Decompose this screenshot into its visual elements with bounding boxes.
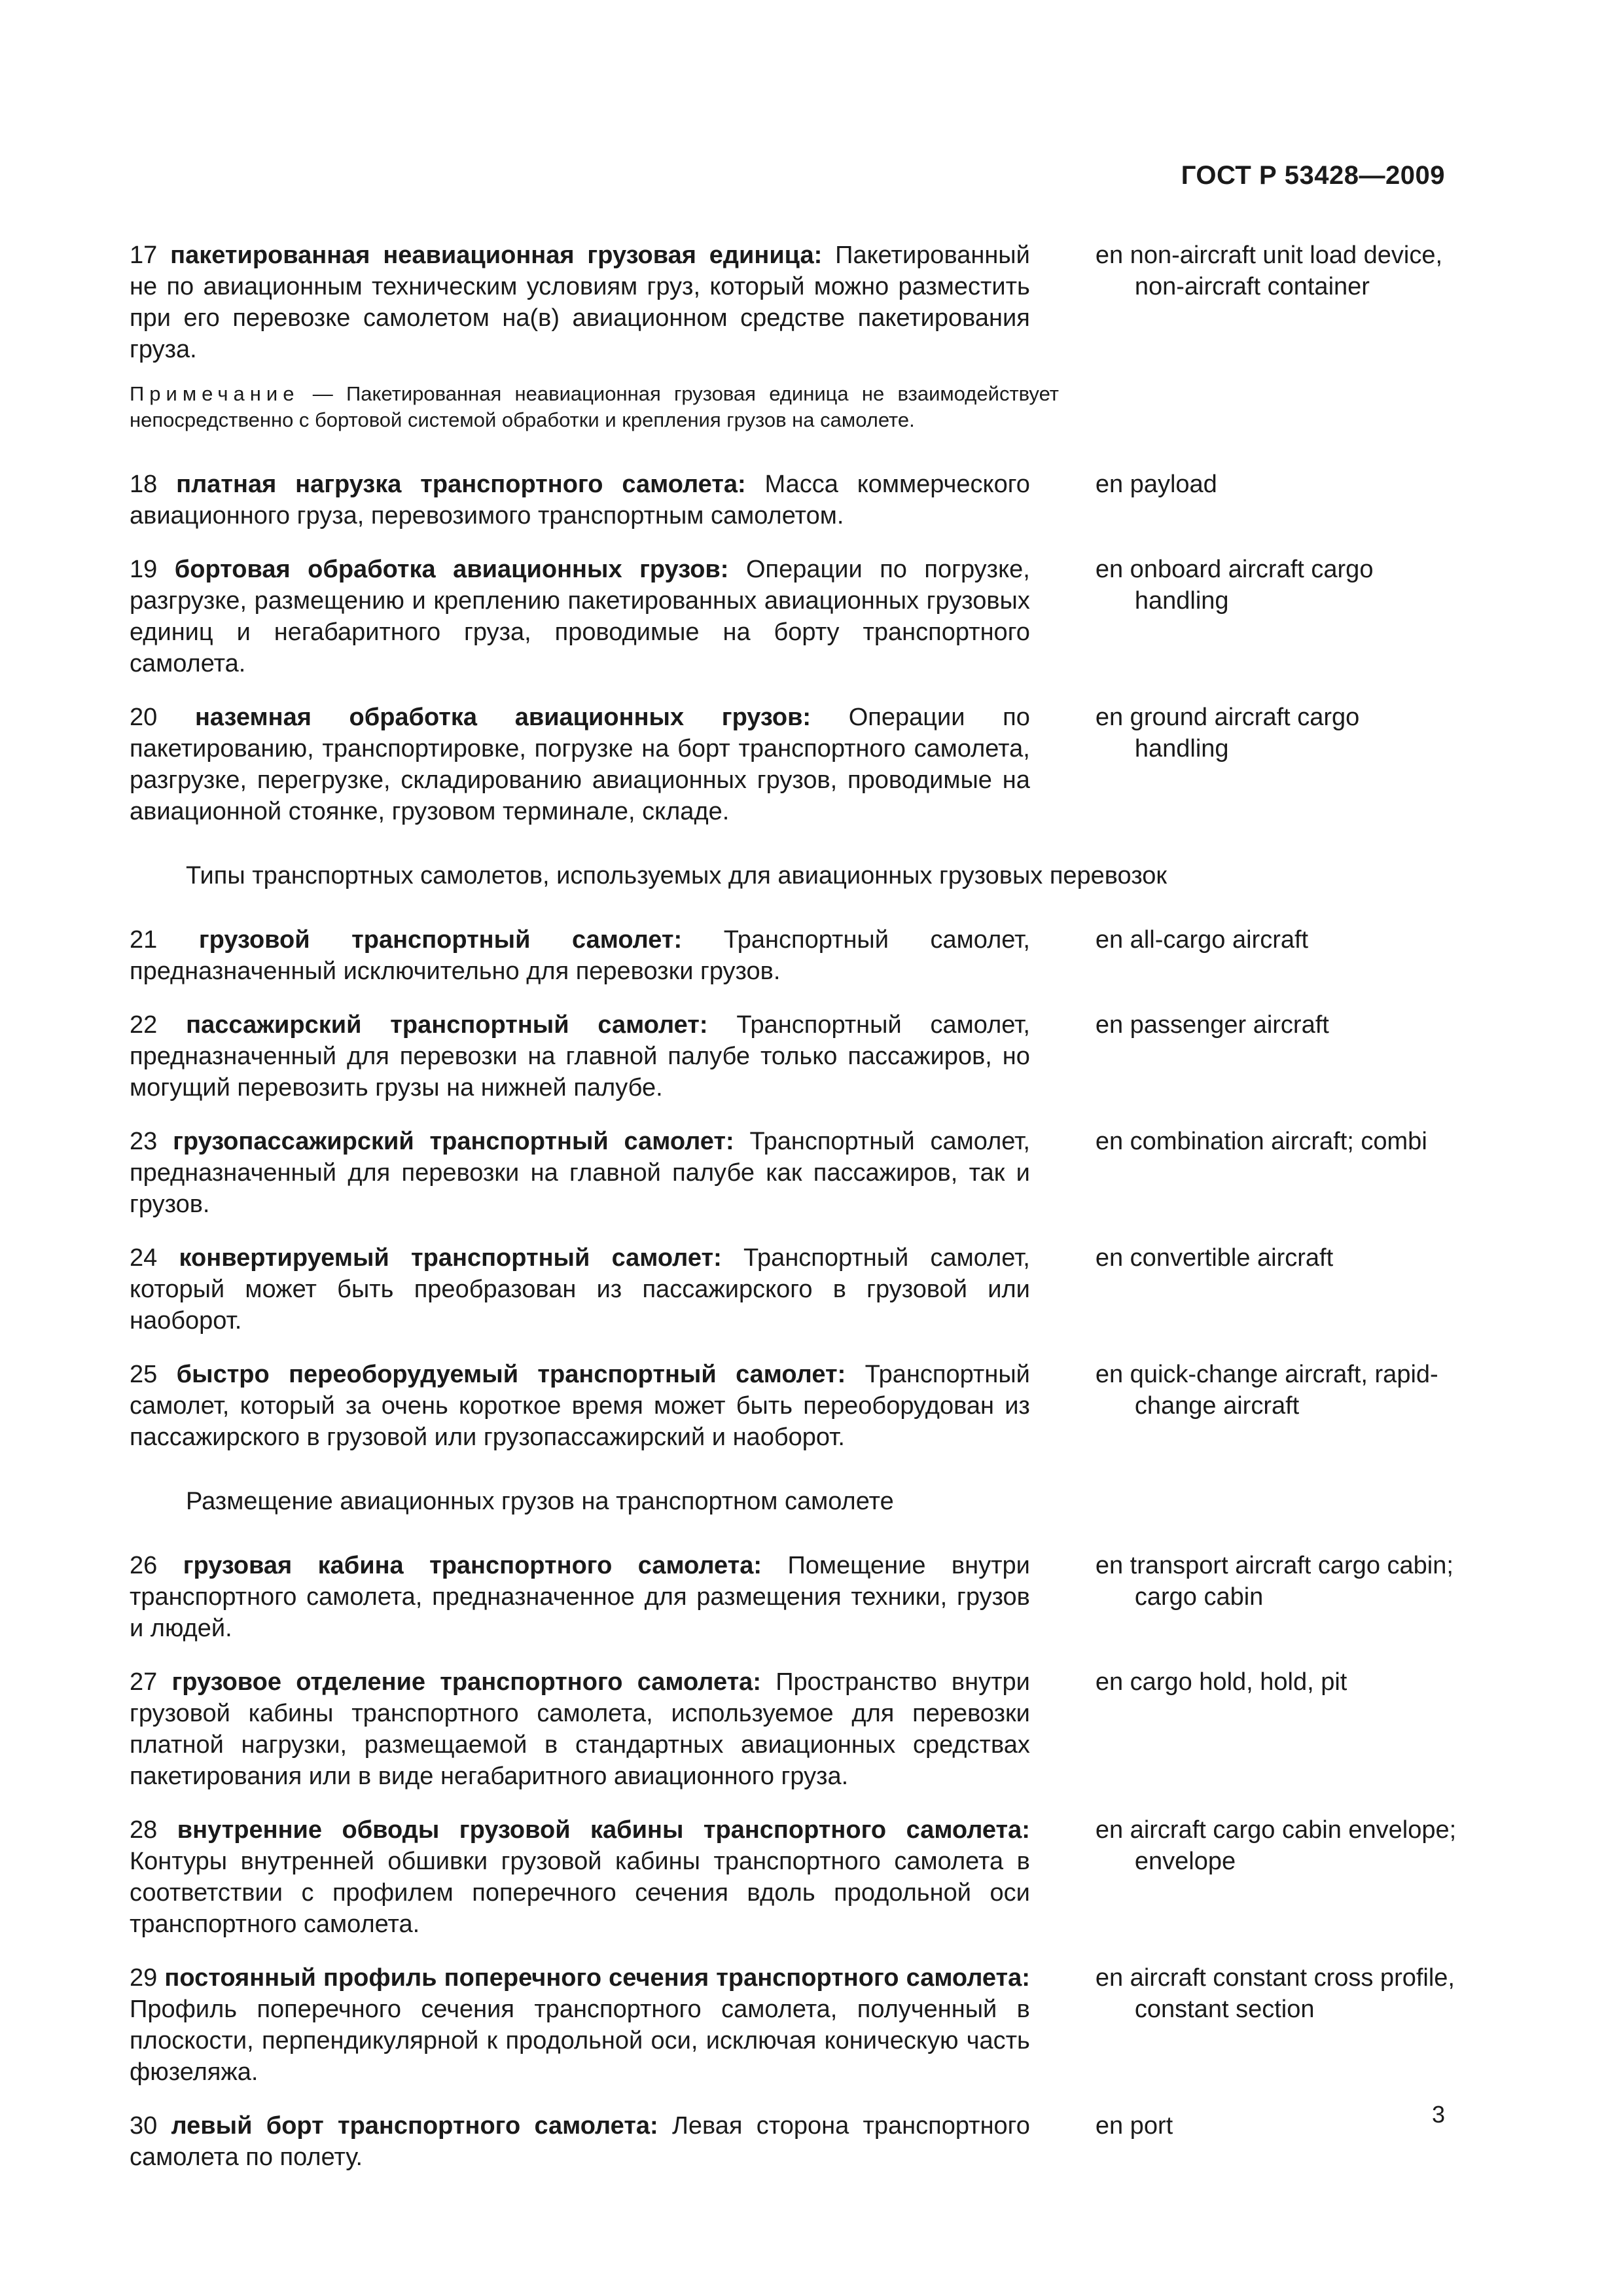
term-text: Транспортный самолет, предназначенный для перевозки на главной палубе как пассажиров, так и грузов. xyxy=(130,1128,1030,1218)
term-definition xyxy=(130,1962,1030,2088)
term-entry-17 xyxy=(130,240,1458,365)
note-label: Примечание xyxy=(130,382,300,405)
term-text: Профиль поперечного сечения транспортного самолета, полученный в плоскости, перпендикулярной к продольной оси, исключая коническую часть фюзеляжа. xyxy=(130,1996,1030,2086)
term-title: пакетированная неавиационная грузовая единица: xyxy=(170,242,823,269)
term-title: наземная обработка авиационных грузов: xyxy=(194,704,812,731)
term-number: 24 xyxy=(130,1244,158,1272)
term-text: Левая сторона транспортного самолета по полету. xyxy=(130,2112,1030,2171)
term-entry-18 xyxy=(130,469,1458,531)
term-number: 29 xyxy=(130,1964,158,1992)
term-title: грузовая кабина транспортного самолета: xyxy=(183,1552,762,1579)
term-definition xyxy=(130,469,1030,531)
term-english: en onboard aircraft cargo handling xyxy=(1095,556,1374,615)
term-entry-21 xyxy=(130,924,1458,987)
term-definition xyxy=(130,1359,1030,1453)
term-entry-29 xyxy=(130,1962,1458,2088)
term-definition xyxy=(130,1666,1030,1792)
term-number: 27 xyxy=(130,1668,158,1696)
term-title: грузовое отделение транспортного самолета: xyxy=(171,1668,761,1696)
term-english: en cargo hold, hold, pit xyxy=(1095,1668,1347,1696)
note-text: — Пакетированная неавиационная грузовая единица не взаимодействует непосредственно с бортовой системой обработки и крепления грузов на самолете. xyxy=(130,382,1059,431)
term-entry-26 xyxy=(130,1550,1458,1644)
term-entry-27 xyxy=(130,1666,1458,1792)
term-english: en quick-change aircraft, rapid-change aircraft xyxy=(1095,1361,1438,1420)
term-english: en port xyxy=(1095,2112,1173,2140)
term-title: левый борт транспортного самолета: xyxy=(171,2112,658,2140)
term-title: пассажирский транспортный самолет: xyxy=(186,1011,708,1039)
term-english: en all-cargo aircraft xyxy=(1095,926,1309,954)
term-text: Транспортный самолет, предназначенный исключительно для перевозки грузов. xyxy=(130,926,1030,985)
term-text: Транспортный самолет, предназначенный для перевозки на главной палубе только пассажиров, но могущий перевозить грузы на нижней палубе. xyxy=(130,1011,1030,1102)
term-number: 25 xyxy=(130,1361,158,1388)
term-definition xyxy=(130,1009,1030,1103)
term-title: бортовая обработка авиационных грузов: xyxy=(174,556,729,583)
term-number: 26 xyxy=(130,1552,158,1579)
term-definition xyxy=(130,924,1030,987)
term-definition xyxy=(130,1242,1030,1336)
term-english: en passenger aircraft xyxy=(1095,1011,1329,1039)
term-entry-30 xyxy=(130,2110,1458,2173)
term-text: Транспортный самолет, который может быть преобразован из пассажирского в грузовой или наоборот. xyxy=(130,1244,1030,1335)
term-english: en ground aircraft cargo handling xyxy=(1095,704,1360,762)
term-entry-28 xyxy=(130,1814,1458,1940)
term-definition xyxy=(130,554,1030,679)
term-definition xyxy=(130,2110,1030,2173)
term-definition xyxy=(130,1126,1030,1220)
term-text: Масса коммерческого авиационного груза, перевозимого транспортным самолетом. xyxy=(130,471,1030,529)
term-number: 17 xyxy=(130,242,158,269)
terms-list xyxy=(130,240,1458,2173)
term-entry-20 xyxy=(130,702,1458,827)
section-heading-types: Типы транспортных самолетов, используемых для авиационных грузовых перевозок xyxy=(186,862,1168,889)
term-text: Операции по пакетированию, транспортировке, погрузке на борт транспортного самолета, разгрузке, перегрузке, складированию авиационных грузов, проводимые на авиационной стоянке, грузовом терминале, складе. xyxy=(130,704,1030,825)
term-note xyxy=(130,381,1059,433)
term-english: en aircraft constant cross profile, constant section xyxy=(1095,1964,1455,2023)
term-entry-24 xyxy=(130,1242,1458,1336)
term-number: 19 xyxy=(130,556,158,583)
term-definition xyxy=(130,240,1030,365)
document-code: ГОСТ Р 53428—2009 xyxy=(1181,161,1445,190)
term-number: 23 xyxy=(130,1128,158,1155)
term-number: 22 xyxy=(130,1011,158,1039)
page-number: 3 xyxy=(1431,2101,1445,2128)
term-text: Операции по погрузке, разгрузке, размещению и креплению пакетированных авиационных грузовых единиц и негабаритного груза, проводимые на борту транспортного самолета. xyxy=(130,556,1030,677)
term-entry-19 xyxy=(130,554,1458,679)
term-entry-22 xyxy=(130,1009,1458,1103)
term-english: en payload xyxy=(1095,471,1217,498)
term-number: 28 xyxy=(130,1816,158,1844)
term-number: 30 xyxy=(130,2112,158,2140)
term-english: en transport aircraft cargo cabin; cargo cabin xyxy=(1095,1552,1454,1611)
term-text: Транспортный самолет, который за очень короткое время может быть переоборудован из пассажирского в грузовой или грузопассажирский и наоборот. xyxy=(130,1361,1030,1451)
term-title: конвертируемый транспортный самолет: xyxy=(179,1244,722,1272)
term-english: en aircraft cargo cabin envelope; envelope xyxy=(1095,1816,1457,1875)
term-text: Пакетированный не по авиационным техническим условиям груз, который можно разместить при его перевозке самолетом на(в) авиационном средстве пакетирования груза. xyxy=(130,242,1030,363)
term-number: 20 xyxy=(130,704,158,731)
term-definition xyxy=(130,702,1030,827)
term-text: Пространство внутри грузовой кабины транспортного самолета, используемое для перевозки платной нагрузки, размещаемой в стандартных авиационных средствах пакетирования или в виде негабаритного авиационного груза. xyxy=(130,1668,1030,1790)
term-title: грузовой транспортный самолет: xyxy=(198,926,683,954)
term-english: en combination aircraft; combi xyxy=(1095,1128,1427,1155)
term-entry-23 xyxy=(130,1126,1458,1220)
term-title: грузопассажирский транспортный самолет: xyxy=(173,1128,734,1155)
section-heading-placement: Размещение авиационных грузов на транспортном самолете xyxy=(186,1488,894,1515)
term-english: en convertible aircraft xyxy=(1095,1244,1334,1272)
term-text: Помещение внутри транспортного самолета, предназначенное для размещения техники, грузов и людей. xyxy=(130,1552,1030,1642)
term-text: Контуры внутренней обшивки грузовой кабины транспортного самолета в соответствии с профилем поперечного сечения вдоль продольной оси транспортного самолета. xyxy=(130,1848,1030,1938)
term-title: постоянный профиль поперечного сечения транспортного самолета: xyxy=(164,1964,1030,1992)
term-entry-25 xyxy=(130,1359,1458,1453)
term-number: 18 xyxy=(130,471,158,498)
term-title: быстро переоборудуемый транспортный самолет: xyxy=(176,1361,846,1388)
term-definition xyxy=(130,1814,1030,1940)
term-english: en non-aircraft unit load device, non-aircraft container xyxy=(1095,242,1443,300)
term-definition xyxy=(130,1550,1030,1644)
term-title: внутренние обводы грузовой кабины транспортного самолета: xyxy=(177,1816,1030,1844)
term-title: платная нагрузка транспортного самолета: xyxy=(176,471,746,498)
term-number: 21 xyxy=(130,926,158,954)
